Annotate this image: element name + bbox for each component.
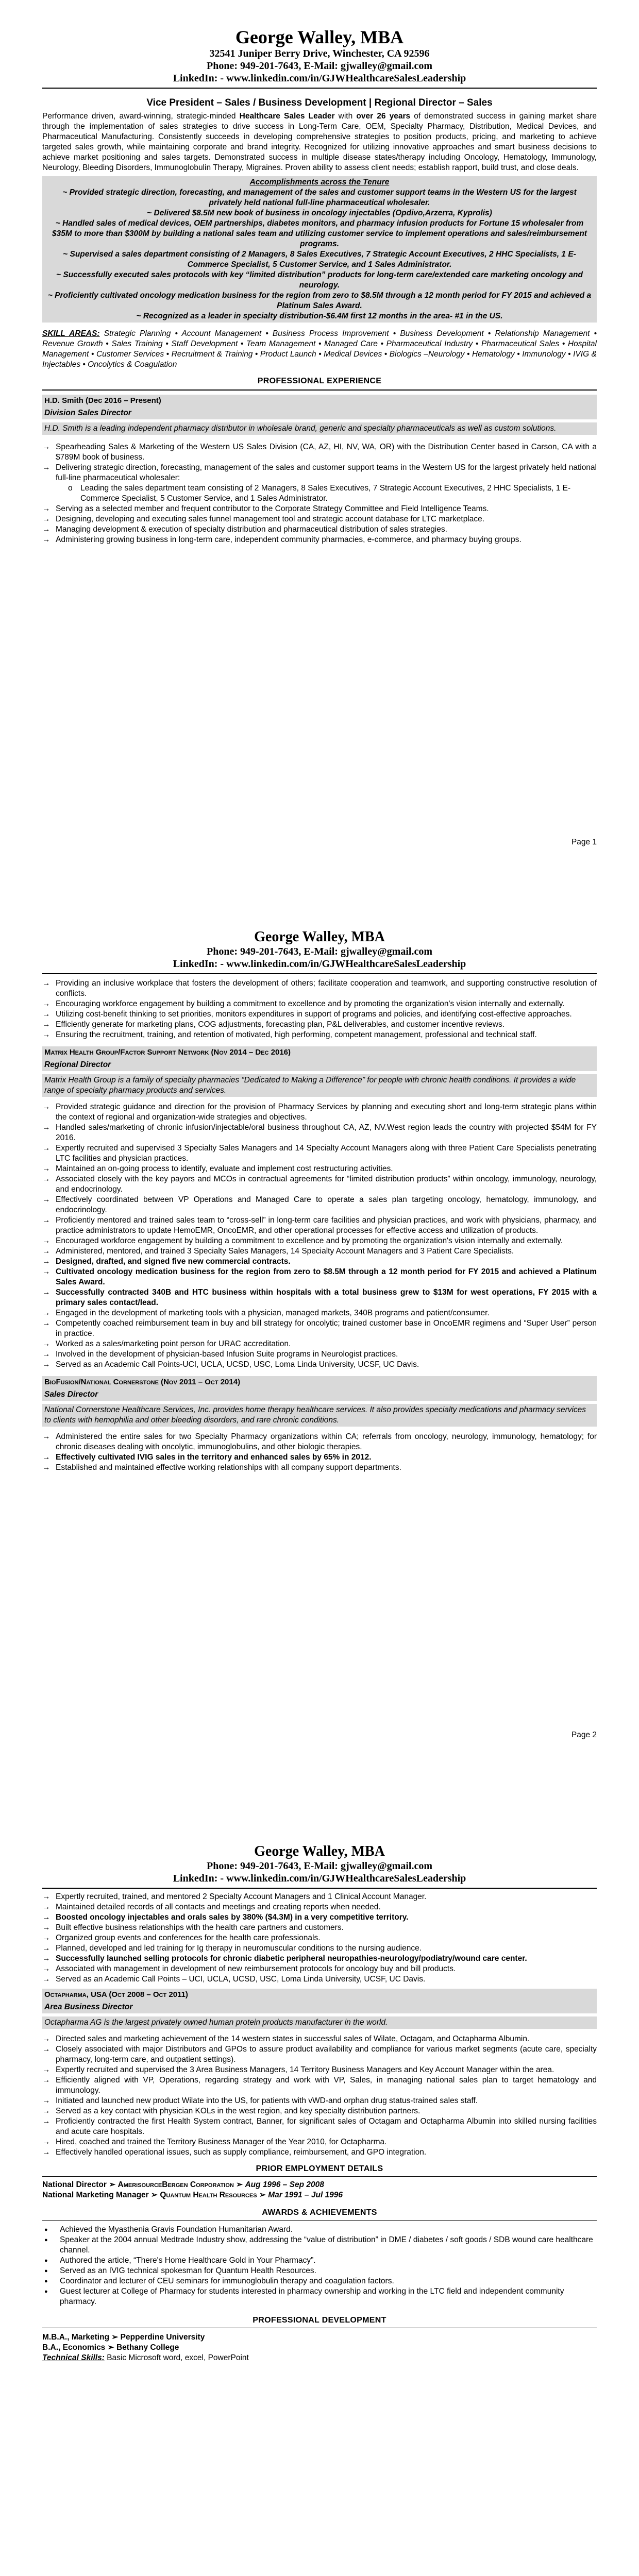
list-item: → Designed, drafted, and signed five new commercial contracts. (42, 1257, 597, 1267)
section-title-prior-employment: PRIOR EMPLOYMENT DETAILS (256, 2164, 383, 2173)
list-item: → Competently coached reimbursement team in buy and bill strategy for oncolytic; trained customer base in OncoEMR regimens and “Super User” person in practice. (42, 1318, 597, 1339)
list-item: → Closely associated with major Distributors and GPOs to assure product availability and compliance for various market segments (acute care, specialty pharmacy, long-term care, and outpatient settings). (42, 2044, 597, 2065)
accomplishments-title: Accomplishments across the Tenure (249, 178, 390, 187)
job-company: BioFusion/National Cornerstone (Nov 2011 – Oct 2014) (44, 1378, 241, 1386)
list-item: → Maintained an on-going process to identify, evaluate and implement cost restructuring activities. (42, 1164, 597, 1174)
job-role: Division Sales Director (44, 409, 131, 417)
list-item: → Boosted oncology injectables and orals sales by 380% ($4.3M) in a very competitive territory. (42, 1912, 597, 1923)
list-item: → Efficiently generate for marketing plans, COG adjustments, forecasting plan, P&L deliverables, and customer incentive reviews. (42, 1020, 597, 1030)
contact-line: Phone: 949-201-7643, E-Mail: gjwalley@gmail.com (207, 60, 432, 72)
accomplishment-item: ~ Supervised a sales department consisting of 2 Managers, 8 Sales Executives, 7 Strategic Account Executives, 2 HHC Specialists, 1 E-Commerce Specialist, 5 Customer Service, and 1 Sales Administrator. (63, 250, 576, 269)
arrow-icon: ➢ (109, 2180, 116, 2189)
job-header-octapharma (42, 1989, 597, 2013)
list-item: → Provided strategic guidance and direction for the provision of Pharmacy Services by planning and executing short and long-term strategic plans within the context of regional and organization-wide strategies and objectives. (42, 1102, 597, 1123)
prior-job-dates: Mar 1991 – Jul 1996 (268, 2191, 343, 2199)
list-item: → Associated closely with the key payors and MCOs in contractual agreements for “limited distribution products” within oncology, immunology, neurology, and endocrinology. (42, 1174, 597, 1195)
arrow-icon: ➢ (151, 2191, 158, 2199)
linkedin-line[interactable]: LinkedIn: - www.linkedin.com/in/GJWHealthcareSalesLeadership (173, 958, 466, 970)
list-item: ● Speaker at the 2004 annual Medtrade Industry show, addressing the “value of distribution” in DME / diabetes / soft goods / SDB wound care healthcare channel. (42, 2235, 597, 2256)
resume-header (42, 27, 597, 84)
arrow-icon: ➢ (111, 2333, 119, 2342)
contact-line: Phone: 949-201-7643, E-Mail: gjwalley@gmail.com (207, 1860, 432, 1872)
list-item: → Cultivated oncology medication business for the region from zero to $8.5M through a 12 month period for FY 2015 and achieved a Platinum Sales Award. (42, 1267, 597, 1287)
arrow-icon: ➢ (236, 2180, 243, 2189)
degree: M.B.A., Marketing (42, 2333, 110, 2342)
list-item: → Successfully launched selling protocols for chronic diabetic peripheral neuropathies-neurology/podiatry/wound care center. (42, 1954, 597, 1964)
list-item: → Served as a key contact with physician KOLs in the west region, and key specialty distribution partners. (42, 2106, 597, 2116)
accomplishment-item: ~ Delivered $8.5M new book of business in oncology injectables (Opdivo,Arzerra, Kyprolis) (147, 209, 492, 217)
page-3 (0, 1806, 639, 2576)
prior-job-row (42, 2190, 597, 2200)
list-item: → Ensuring the recruitment, training, and retention of motivated, high performing, competent management, professional and technical staff. (42, 1030, 597, 1040)
job-description: Matrix Health Group is a family of specialty pharmacies “Dedicated to Making a Difference” for people with chronic health conditions. It provides a wide range of specialty pharmacy products and services. (42, 1074, 597, 1097)
page-number: Page 2 (571, 1731, 597, 1739)
linkedin-line[interactable]: LinkedIn: - www.linkedin.com/in/GJWHealthcareSalesLeadership (173, 1873, 466, 1884)
degree: B.A., Economics (42, 2343, 106, 2352)
skill-areas (42, 329, 597, 370)
list-item: → Engaged in the development of marketing tools with a physician, managed markets, 340B programs and patient/consumer. (42, 1308, 597, 1318)
summary-bold: Healthcare Sales Leader (239, 112, 335, 121)
summary-text: of demonstrated success in gaining market share through the implementation of sales strategies to drive success in Long-Term Care, OEM, Specialty Pharmacy, Distribution, Medical Devices, and Pharmaceutical Manufacturing. Consistently succeeds in developing comprehensive strategies to position products, pricing, and marketing to achieve targeted sales growth, while maintaining corporate and brand integrity. Recognized for utilizing innovative approaches and smart business decisions to achieve market positioning and sales targets. Demonstrated success in multiple disease states/therapy including Oncology, Hematology, Immunology, Neurology, Bleeding Disorders, Immunoglobulin Therapy, Migraines. Proven ability to assess client needs; establish rapport, build trust, and close deals. (42, 112, 597, 172)
list-item: → Expertly recruited and supervised the 3 Area Business Managers, 14 Territory Business Managers and Key Account Manager within the area. (42, 2065, 597, 2075)
list-item: → Worked as a sales/marketing point person for URAC accreditation. (42, 1339, 597, 1349)
section-title-professional-development: PROFESSIONAL DEVELOPMENT (253, 2316, 386, 2325)
list-item: → Maintained detailed records of all contacts and meetings and creating reports when needed. (42, 1902, 597, 1912)
accomplishment-item: ~ Successfully executed sales protocols with key “limited distribution” products for long-term care/extended care marketing oncology and neurology. (56, 270, 583, 290)
header-divider (42, 88, 597, 89)
list-item: → Handled sales/marketing of chronic infusion/injectable/oral business throughout CA, AZ, NV.West region leads the country with projected $54M for FY 2016. (42, 1123, 597, 1143)
job-bullets (42, 978, 597, 1040)
accomplishment-item: ~ Recognized as a leader in specialty distribution-$6.4M first 12 months in the area- #1 in the US. (136, 312, 503, 320)
list-item: → Served as an Academic Call Points-UCI, UCLA, UCSD, USC, Loma Linda University, UCSF, UC Davis. (42, 1360, 597, 1370)
list-item: ● Coordinator and lecturer of CEU seminars for immunoglobulin therapy and coagulation factors. (42, 2276, 597, 2286)
header-divider (42, 973, 597, 974)
list-item: → Encouraged workforce engagement by building a commitment to excellence and by promoting the organization's vision internally and externally. (42, 1236, 597, 1246)
accomplishment-item: ~ Proficiently cultivated oncology medication business for the region from zero to $8.5M through a 12 month period for FY 2015 and achieved a Platinum Sales Award. (47, 291, 592, 310)
accomplishment-item: ~ Handled sales of medical devices, OEM partnerships, diabetes monitors, and pharmacy infusion products for Fortune 15 wholesaler from $35M to more than $300M by building a national sales team and utilizing customer service to implement operations and sales/reimbursement programs. (52, 219, 587, 248)
list-item: → Providing an inclusive workplace that fosters the development of others; facilitate cooperation and teamwork, and supporting constructive resolution of conflicts. (42, 978, 597, 999)
list-item: → Administered, mentored, and trained 3 Specialty Sales Managers, 14 Specialty Account Managers and 3 Patient Care Specialists. (42, 1246, 597, 1257)
job-role: Sales Director (44, 1390, 98, 1399)
address: 32541 Juniper Berry Drive, Winchester, CA 92596 (209, 48, 430, 59)
list-item: ● Served as an IVIG technical spokesman for Quantum Health Resources. (42, 2266, 597, 2276)
summary (42, 111, 597, 173)
job-bullets (42, 1102, 597, 1370)
prior-job-company: Quantum Health Resources (160, 2191, 257, 2199)
page-2 (0, 903, 639, 1806)
job-description: H.D. Smith is a leading independent pharmacy distributor in wholesale brand, generic and specialty pharmaceuticals as well as custom solutions. (42, 422, 597, 435)
accomplishments-box (42, 176, 597, 323)
section-title-awards: AWARDS & ACHIEVEMENTS (262, 2208, 377, 2217)
page-number: Page 1 (571, 838, 597, 846)
list-item: → Effectively handled operational issues, such as supply compliance, reimbursement, and GPO integration. (42, 2147, 597, 2158)
list-item: ● Authored the article, “There's Home Healthcare Gold in Your Pharmacy”. (42, 2256, 597, 2266)
resume-header (42, 929, 597, 970)
summary-text: Performance driven, award-winning, strategic-minded (42, 112, 240, 121)
education-row (42, 2332, 597, 2343)
list-item: → Proficiently contracted the first Health System contract, Banner, for significant sales of Octagam and Octapharma Albumin into skilled nursing facilities and acute care hospitals. (42, 2116, 597, 2137)
accomplishment-item: ~ Provided strategic direction, forecasting, and management of the sales and customer support teams in the Western US for the largest privately held national full-line pharmaceutical wholesaler. (62, 188, 577, 207)
header-divider (42, 1888, 597, 1889)
list-item: → Organized group events and conferences for the health care professionals. (42, 1933, 597, 1943)
list-item: → Encouraging workforce engagement by building a commitment to excellence and by promoting the organization's vision internally and externally. (42, 999, 597, 1009)
summary-bold: over 26 years (356, 112, 411, 121)
summary-text: with (334, 112, 357, 121)
list-item: → Effectively coordinated between VP Operations and Managed Care to operate a sales plan targeting oncology, hematology, immunology, and endocrinology. (42, 1195, 597, 1215)
list-item: → Serving as a selected member and frequent contributor to the Corporate Strategy Committee and Field Intelligence Teams. (42, 504, 597, 514)
technical-skills (42, 2353, 597, 2363)
job-description: Octapharma AG is the largest privately owned human protein products manufacturer in the world. (42, 2016, 597, 2029)
list-item: → Successfully contracted 340B and HTC business within hospitals with a total business grew to $13M for west operations, FY 2015 with a primary sales contact/lead. (42, 1287, 597, 1308)
list-item: → Planned, developed and led training for Ig therapy in neuromuscular conditions to the nursing audience. (42, 1943, 597, 1954)
candidate-name: George Walley, MBA (235, 27, 404, 47)
job-bullets (42, 1432, 597, 1473)
list-item: → Expertly recruited, trained, and mentored 2 Specialty Account Managers and 1 Clinical Account Manager. (42, 1892, 597, 1902)
list-item: → Utilizing cost-benefit thinking to set priorities, monitors expenditures in support of programs and policies, and identifying cost-effective approaches. (42, 1009, 597, 1020)
arrow-icon: ➢ (259, 2191, 266, 2199)
list-item: → Associated with management in development of new reimbursement protocols for oncology buy and bill products. (42, 1964, 597, 1974)
awards-list (42, 2225, 597, 2307)
job-bullets (42, 442, 597, 483)
list-item: ● Achieved the Myasthenia Gravis Foundation Humanitarian Award. (42, 2225, 597, 2235)
list-item: → Administered the entire sales for two Specialty Pharmacy organizations within CA; referrals from oncology, neurology, immunology, hematology; for chronic diseases dealing with oncolytic, immunoglobulins, and other biologic therapies. (42, 1432, 597, 1452)
section-title-experience: PROFESSIONAL EXPERIENCE (257, 377, 382, 385)
list-item: → Proficiently mentored and trained sales team to “cross-sell” in long-term care facilities and physician practices, and work with physicians, pharmacy, and practice administrators to update HemoEMR, OncoEMR, and other operational processes for effective access and utilization of products. (42, 1215, 597, 1236)
prior-job-title: National Marketing Manager (42, 2191, 149, 2199)
job-header-biofusion (42, 1376, 597, 1401)
job-sub-bullets (42, 483, 597, 504)
prior-job-company: AmerisourceBergen Corporation (117, 2180, 234, 2189)
job-bullets (42, 504, 597, 545)
job-role: Area Business Director (44, 2003, 133, 2011)
job-header-matrix (42, 1046, 597, 1071)
section-divider (42, 2220, 597, 2221)
technical-skills-text: Basic Microsoft word, excel, PowerPoint (104, 2353, 249, 2362)
list-item: → Spearheading Sales & Marketing of the Western US Sales Division (CA, AZ, HI, NV, WA, OR) with the Distribution Center based in Carson, CA with a $789M book of business. (42, 442, 597, 463)
school: Pepperdine University (120, 2333, 205, 2342)
school: Bethany College (116, 2343, 179, 2352)
prior-job-dates: Aug 1996 – Sep 2008 (245, 2180, 324, 2189)
list-item: → Managing development & execution of specialty distribution and pharmaceutical distribution of sales strategies. (42, 524, 597, 535)
education-list (42, 2332, 597, 2363)
arrow-icon: ➢ (107, 2343, 114, 2352)
list-item: → Involved in the development of physician-based Infusion Suite programs in Neurologist practices. (42, 1349, 597, 1360)
job-description: National Cornerstone Healthcare Services, Inc. provides home therapy healthcare services. It also provides specialty medications and pharmacy services to clients with hemophilia and other bleeding disorders, and rare chronic conditions. (42, 1404, 597, 1427)
headline: Vice President – Sales / Business Development | Regional Director – Sales (146, 97, 493, 108)
list-item: → Delivering strategic direction, forecasting, management of the sales and customer support teams in the Western US for the largest privately held national full-line pharmaceutical wholesaler: (42, 463, 597, 483)
list-item: → Administering growing business in long-term care, independent community pharmacies, e-commerce, and pharmacy buying groups. (42, 535, 597, 545)
job-bullets (42, 2034, 597, 2158)
list-item: → Effectively cultivated IVIG sales in the territory and enhanced sales by 65% in 2012. (42, 1452, 597, 1463)
list-item: → Directed sales and marketing achievement of the 14 western states in successful sales of Wilate, Octagam, and Octapharma Albumin. (42, 2034, 597, 2044)
linkedin-line[interactable]: LinkedIn: - www.linkedin.com/in/GJWHealthcareSalesLeadership (173, 73, 466, 84)
list-item: → Expertly recruited and supervised 3 Specialty Sales Managers and 14 Specialty Account Managers along with three Patient Care Specialists penetrating LTC facilities and physician practices. (42, 1143, 597, 1164)
list-item: → Built effective business relationships with the health care partners and customers. (42, 1923, 597, 1933)
contact-line: Phone: 949-201-7643, E-Mail: gjwalley@gmail.com (207, 946, 432, 957)
job-company: Octapharma, USA (Oct 2008 – Oct 2011) (44, 1990, 188, 1999)
job-bullets (42, 1892, 597, 1985)
job-company: Matrix Health Group/Factor Support Network (Nov 2014 – Dec 2016) (44, 1048, 291, 1057)
resume-header (42, 1843, 597, 1885)
candidate-name: George Walley, MBA (254, 1843, 385, 1859)
section-divider (42, 2176, 597, 2177)
list-item: → Initiated and launched new product Wilate into the US, for patients with vWD-and orphan drug status-trained sales staff. (42, 2096, 597, 2106)
list-item: → Designing, developing and executing sales funnel management tool and strategic account database for LTC marketplace. (42, 514, 597, 524)
list-item: o Leading the sales department team consisting of 2 Managers, 8 Sales Executives, 7 Strategic Account Executives, 2 HHC Specialists, 1 E-Commerce Specialist, 5 Customer Service, and 1 Sales Administrator. (68, 483, 597, 504)
prior-job-title: National Director (42, 2180, 107, 2189)
prior-job-row (42, 2180, 597, 2190)
skill-areas-text: Strategic Planning • Account Management • Business Process Improvement • Business Development • Relationship Management • Revenue Growth • Sales Training • Staff Development • Team Management • Managed Care • Pharmaceutical Industry • Pharmaceutical Sales • Hospital Management • Customer Services • Recruitment & Training • Product Launch • Medical Devices • Biologics –Neurology • Hematology • Immunology • IVIG & Injectables • Oncolytics & Coagulation (42, 329, 597, 369)
skill-areas-label: SKILL AREAS: (42, 329, 100, 338)
candidate-name: George Walley, MBA (254, 929, 385, 945)
job-header-hd-smith (42, 395, 597, 419)
job-role: Regional Director (44, 1060, 111, 1069)
page-1 (0, 0, 639, 903)
section-divider (42, 389, 597, 391)
technical-skills-label: Technical Skills: (42, 2353, 105, 2362)
list-item: → Hired, coached and trained the Territory Business Manager of the Year 2010, for Octapharma. (42, 2137, 597, 2147)
prior-employment-list (42, 2180, 597, 2200)
education-row (42, 2343, 597, 2353)
list-item: ● Guest lecturer at College of Pharmacy for students interested in pharmacy ownership and working in the LTC field and independent community pharmacy. (42, 2286, 597, 2307)
job-company: H.D. Smith (Dec 2016 – Present) (44, 396, 161, 405)
list-item: → Established and maintained effective working relationships with all company support departments. (42, 1463, 597, 1473)
list-item: → Served as an Academic Call Points – UCI, UCLA, UCSD, USC, Loma Linda University, UCSF, UC Davis. (42, 1974, 597, 1985)
list-item: → Efficiently aligned with VP, Operations, regarding strategy and work with VP, Sales, in managing national sales plan to target hematology and immunology. (42, 2075, 597, 2096)
